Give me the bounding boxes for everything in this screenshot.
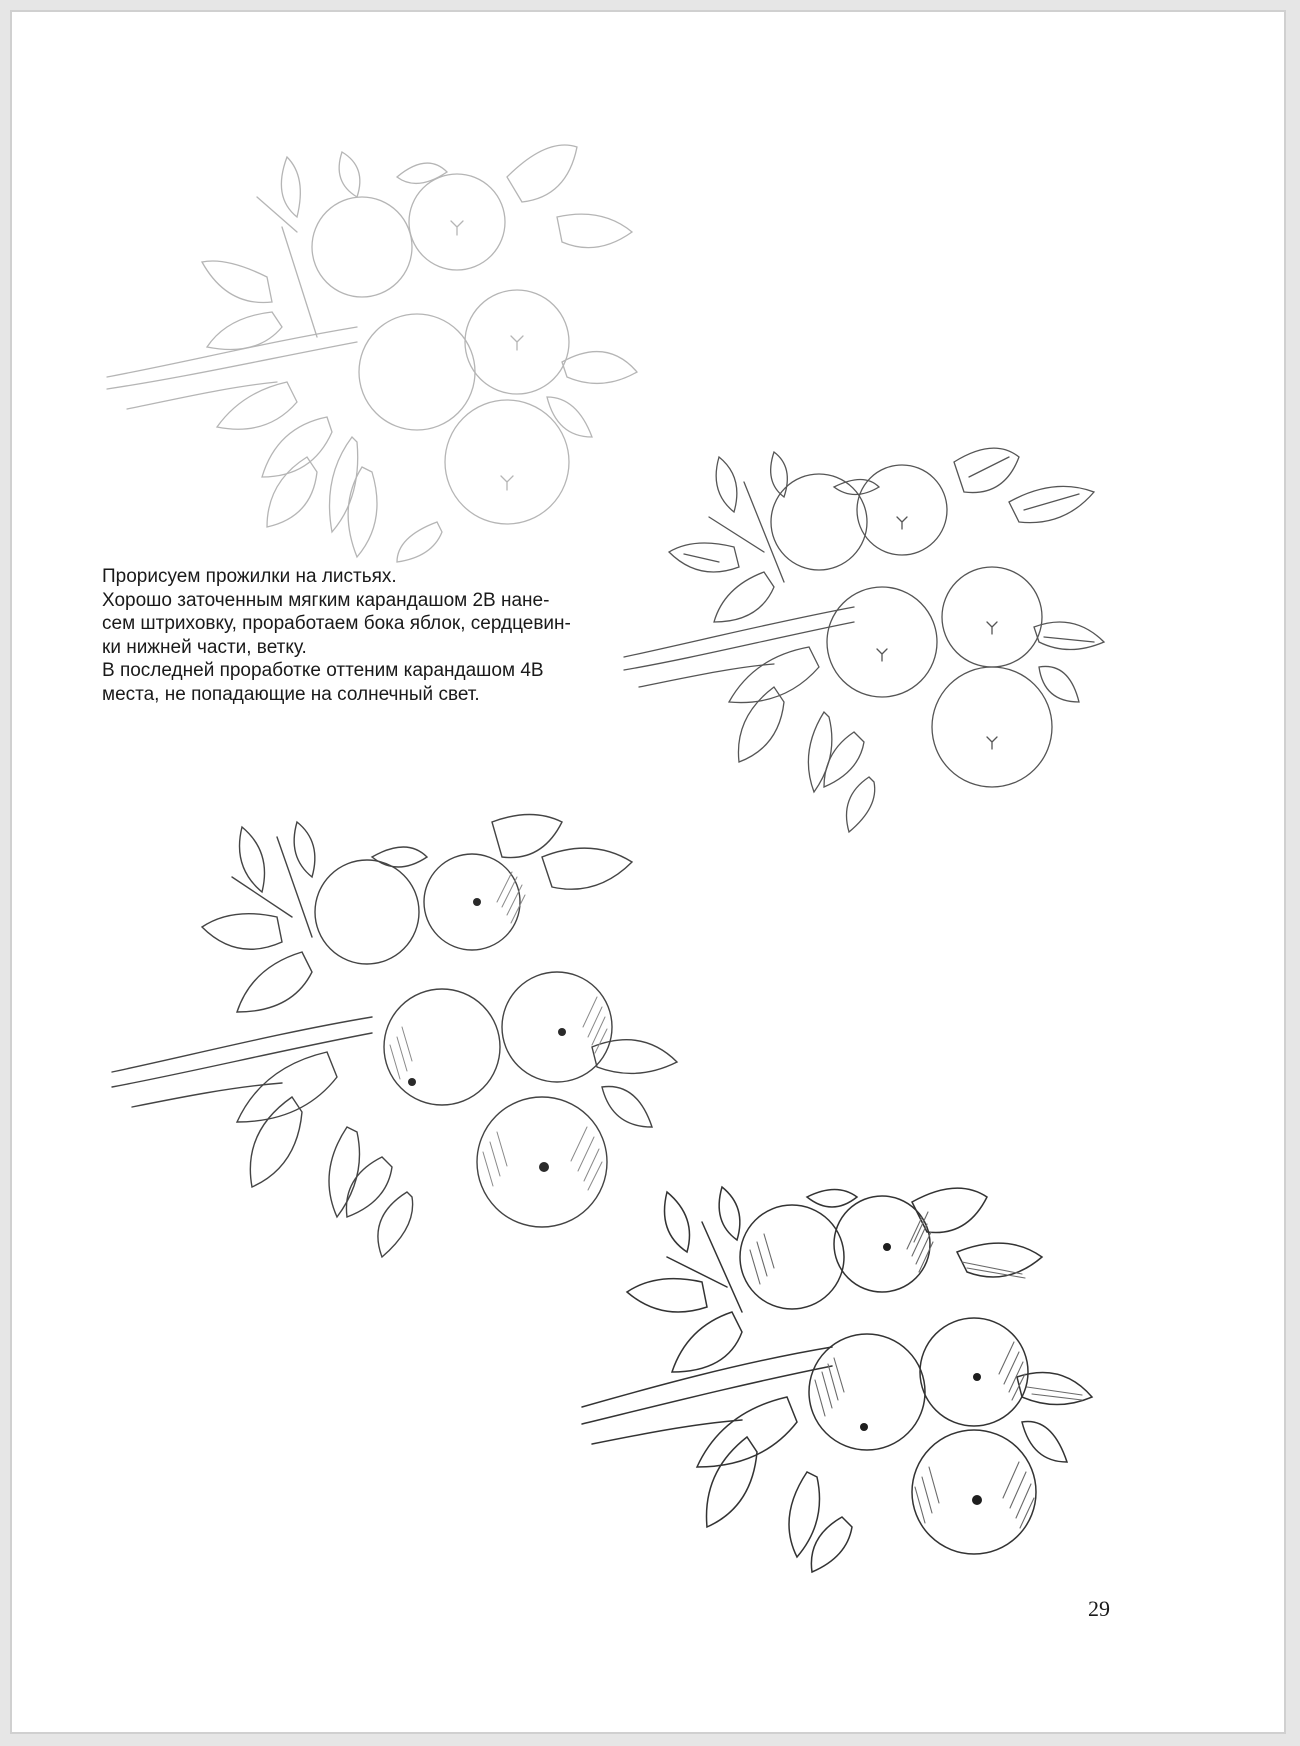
instruction-line: Прорисуем прожилки на листьях. xyxy=(102,566,397,587)
apple-branch-sketch-light xyxy=(107,137,642,567)
instruction-line: Хорошо заточенным мягким карандашом 2В нане- xyxy=(102,589,550,611)
instruction-line: В последней проработке оттеним карандашом 4В xyxy=(102,660,544,681)
sketch-light-svg xyxy=(107,137,642,567)
instruction-line: места, не попадающие на солнечный свет. xyxy=(102,683,480,705)
instruction-line: ки нижней части, ветку. xyxy=(102,636,307,658)
sketch-outline-svg xyxy=(624,442,1124,842)
book-page xyxy=(10,10,1286,1734)
apple-branch-sketch-outline xyxy=(624,442,1124,842)
sketch-final-svg xyxy=(582,1182,1112,1582)
instruction-text xyxy=(102,565,612,706)
apple-branch-sketch-final xyxy=(582,1182,1112,1582)
page-number: 29 xyxy=(1088,1596,1110,1621)
instruction-line: сем штриховку, проработаем бока яблок, сердцевин- xyxy=(102,613,571,634)
